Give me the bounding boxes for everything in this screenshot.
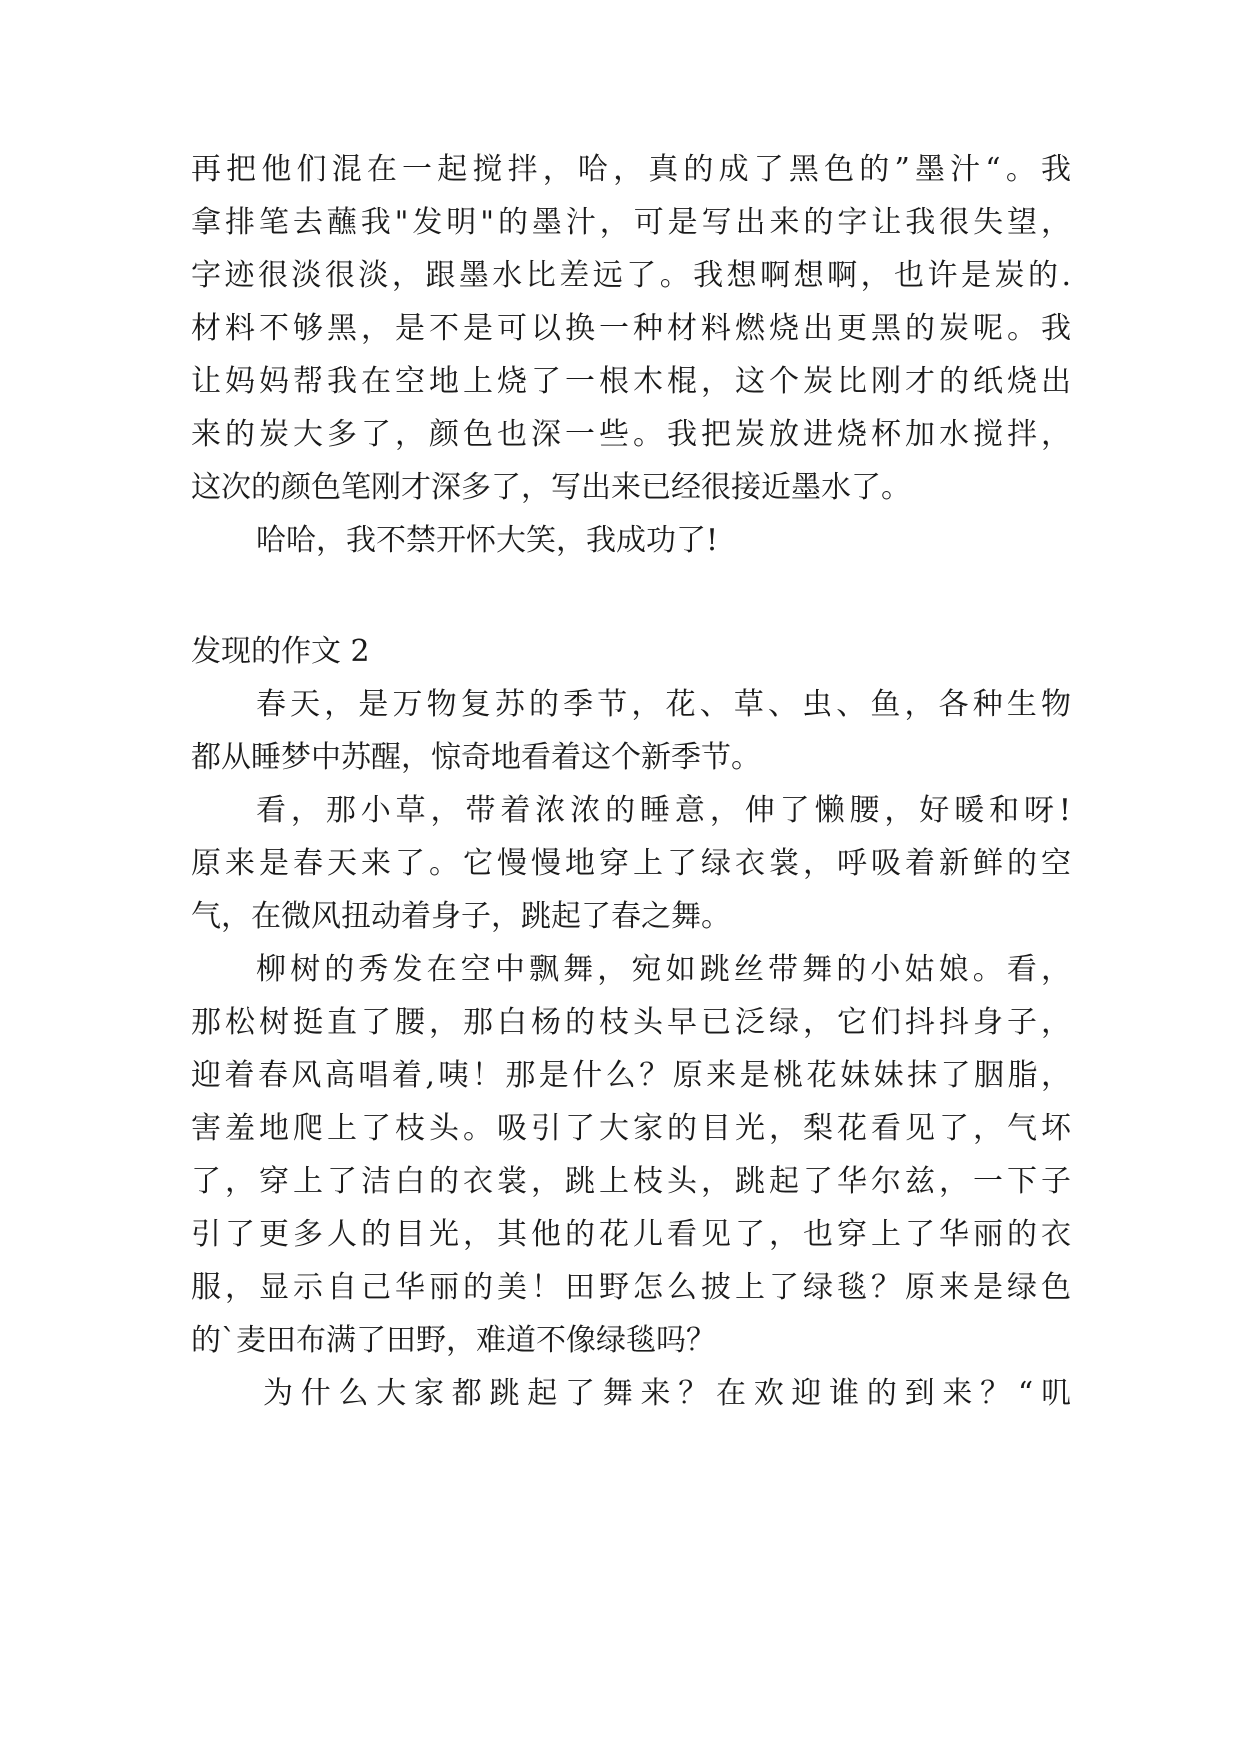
paragraph-line: 让妈妈帮我在空地上烧了一根木棍，这个炭比刚才的纸烧出 [191,364,1071,399]
paragraph-line: 引了更多人的目光，其他的花儿看见了，也穿上了华丽的衣 [191,1217,1071,1252]
paragraph-line: 看，那小草，带着浓浓的睡意，伸了懒腰，好暖和呀! [256,793,1071,828]
paragraph-line: 那松树挺直了腰，那白杨的枝头早已泛绿，它们抖抖身子， [191,1005,1071,1040]
paragraph-line: 拿排笔去蘸我"发明"的墨汁，可是写出来的字让我很失望， [191,205,1071,240]
essay-title: 发现的作文 2 [191,634,370,669]
paragraph-line: 原来是春天来了。它慢慢地穿上了绿衣裳，呼吸着新鲜的空 [191,846,1071,881]
paragraph-line: 哈哈，我不禁开怀大笑，我成功了! [256,523,719,558]
paragraph-line: 字迹很淡很淡，跟墨水比差远了。我想啊想啊，也许是炭的. [191,258,1071,293]
paragraph-line: 这次的颜色笔刚才深多了，写出来已经很接近墨水了。 [191,470,911,505]
paragraph-line: 柳树的秀发在空中飘舞，宛如跳丝带舞的小姑娘。看， [256,952,1071,987]
paragraph-line: 的`麦田布满了田野，难道不像绿毯吗？ [191,1323,716,1358]
paragraph-line: 害羞地爬上了枝头。吸引了大家的目光，梨花看见了，气坏 [191,1111,1071,1146]
paragraph-line: 迎着春风高唱着,咦！那是什么？原来是桃花妹妹抹了胭脂， [191,1058,1071,1093]
paragraph-line: 来的炭大多了，颜色也深一些。我把炭放进烧杯加水搅拌， [191,417,1071,452]
paragraph-line: 都从睡梦中苏醒，惊奇地看着这个新季节。 [191,740,761,775]
paragraph-line: 再把他们混在一起搅拌，哈，真的成了黑色的”墨汁“。我 [191,152,1071,187]
paragraph-line: 为什么大家都跳起了舞来？在欢迎谁的到来？“叽 [263,1376,1071,1411]
paragraph-line: 材料不够黑，是不是可以换一种材料燃烧出更黑的炭呢。我 [191,311,1071,346]
paragraph-line: 春天，是万物复苏的季节，花、草、虫、鱼，各种生物 [256,687,1071,722]
paragraph-line: 服，显示自己华丽的美！田野怎么披上了绿毯？原来是绿色 [191,1270,1071,1305]
paragraph-line: 气，在微风扭动着身子，跳起了春之舞。 [191,899,731,934]
paragraph-line: 了，穿上了洁白的衣裳，跳上枝头，跳起了华尔兹，一下子 [191,1164,1071,1199]
